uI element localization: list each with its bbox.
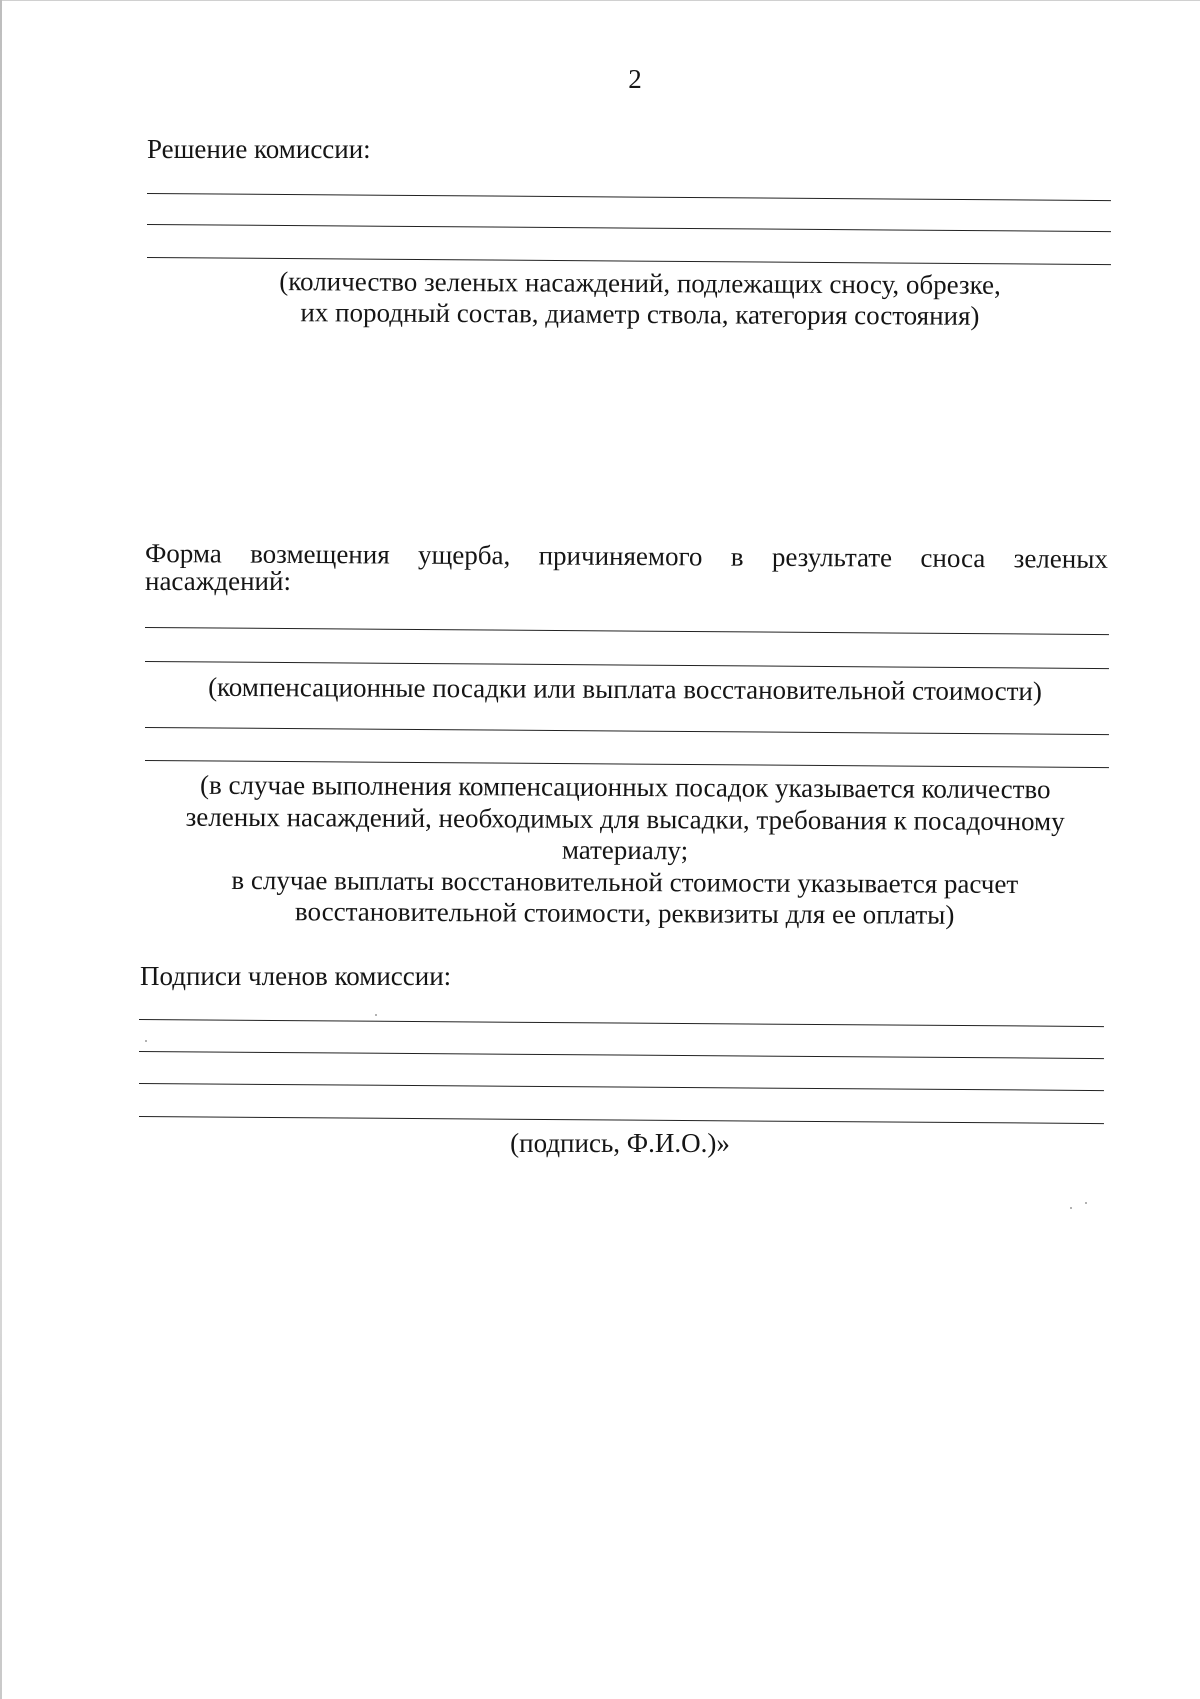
- compensation-details-line-3: материалу;: [561, 834, 689, 866]
- page-number: 2: [628, 64, 642, 94]
- compensation-blank-line-1: [145, 627, 1109, 635]
- decision-caption: [210, 266, 1070, 333]
- compensation-heading-continuation: насаждений:: [145, 566, 291, 596]
- signature-line-1: [139, 1019, 1104, 1027]
- decision-blank-line-1: [147, 193, 1111, 201]
- scan-speck: [1070, 1207, 1072, 1209]
- compensation-blank-line-3: [145, 727, 1109, 735]
- compensation-details-line-1: (в случае выполнения компенсационных посадок указывается количество: [200, 769, 1051, 805]
- compensation-details-line-2: зеленых насаждений, необходимых для высадки, требования к посадочному: [185, 801, 1065, 836]
- decision-caption-line-2: их породный состав, диаметр ствола, категория состояния): [300, 297, 980, 331]
- scan-speck: [1085, 1202, 1087, 1204]
- scan-edge-top: [0, 0, 1200, 1]
- compensation-blank-line-4: [145, 760, 1109, 768]
- signature-line-2: [139, 1051, 1104, 1059]
- compensation-details-line-5: восстановительной стоимости, реквизиты для ее оплаты): [294, 896, 955, 930]
- compensation-heading-word-1: Форма: [144, 538, 222, 569]
- signature-line-4: [139, 1116, 1104, 1124]
- decision-heading: Решение комиссии:: [147, 134, 371, 164]
- compensation-heading-word-8: зеленых: [1013, 543, 1108, 574]
- signatures-heading: Подписи членов комиссии:: [140, 961, 452, 991]
- scan-speck: [375, 1014, 377, 1016]
- compensation-details-caption: [140, 769, 1111, 932]
- scan-edge-left: [0, 0, 2, 1699]
- compensation-heading-word-5: в: [730, 541, 744, 572]
- compensation-heading-word-2: возмещения: [250, 538, 390, 570]
- compensation-heading-word-4: причиняемого: [538, 540, 703, 572]
- compensation-details-line-4: в случае выплаты восстановительной стоимости указывается расчет: [231, 864, 1019, 899]
- scan-speck: [145, 1040, 147, 1042]
- compensation-heading-word-7: сноса: [920, 542, 986, 574]
- signature-line-3: [139, 1083, 1104, 1091]
- compensation-heading-word-3: ущерба,: [417, 539, 511, 571]
- decision-blank-line-3: [147, 257, 1111, 265]
- compensation-blank-line-2: [145, 661, 1109, 669]
- compensation-form-caption: (компенсационные посадки или выплата восстановительной стоимости): [208, 671, 1042, 707]
- decision-caption-line-1: (количество зеленых насаждений, подлежащих сносу, обрезке,: [279, 266, 1001, 300]
- compensation-heading-word-6: результате: [771, 541, 893, 573]
- signature-caption: (подпись, Ф.И.О.)»: [510, 1128, 730, 1158]
- decision-blank-line-2: [147, 224, 1111, 232]
